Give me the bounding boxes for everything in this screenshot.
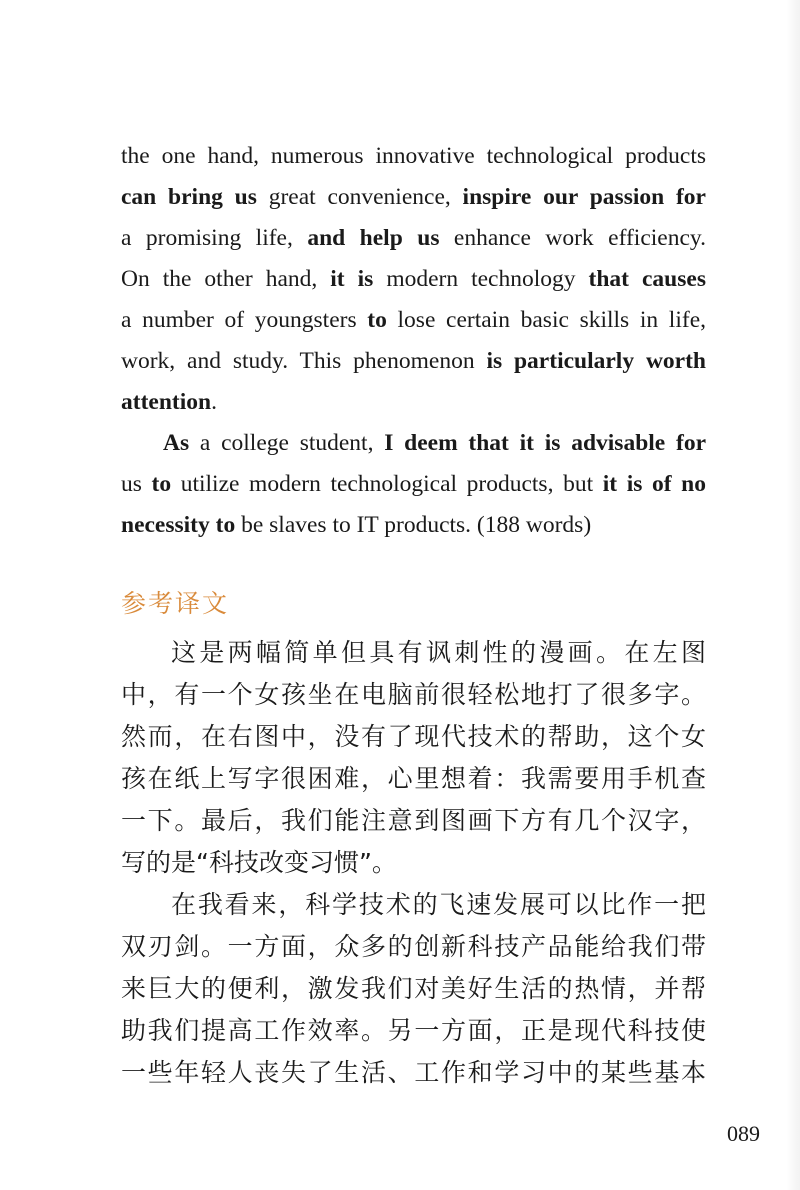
chinese-line: 中，有一个女孩坐在电脑前很轻松地打了很多字。 bbox=[121, 680, 706, 709]
chinese-line: 在我看来，科学技术的飞速发展可以比作一把 bbox=[171, 890, 706, 919]
chinese-line: 这是两幅简单但具有讽刺性的漫画。在左图 bbox=[171, 638, 706, 667]
english-paragraph-2 bbox=[121, 423, 706, 546]
english-line: can bring us great convenience, inspire our passion for bbox=[121, 184, 706, 210]
chinese-line: 来巨大的便利，激发我们对美好生活的热情，并帮 bbox=[121, 974, 706, 1003]
page-number: 089 bbox=[727, 1121, 760, 1146]
english-paragraph-1 bbox=[121, 136, 706, 423]
english-line: attention. bbox=[121, 389, 217, 415]
english-line: On the other hand, it is modern technology that causes bbox=[121, 266, 706, 292]
page-edge-shadow bbox=[786, 0, 800, 1190]
chinese-line: 写的是“科技改变习惯”。 bbox=[121, 848, 397, 877]
chinese-line: 然而，在右图中，没有了现代技术的帮助，这个女 bbox=[121, 722, 706, 751]
english-line: a promising life, and help us enhance work efficiency. bbox=[121, 225, 706, 251]
chinese-line: 孩在纸上写字很困难，心里想着：我需要用手机查 bbox=[121, 764, 706, 793]
section-heading: 参考译文 bbox=[121, 589, 230, 618]
chinese-line: 一些年轻人丧失了生活、工作和学习中的某些基本 bbox=[121, 1058, 706, 1087]
english-line: us to utilize modern technological products, but it is of no bbox=[121, 471, 706, 497]
english-line: necessity to be slaves to IT products. (188 words) bbox=[121, 512, 592, 538]
chinese-line: 双刃剑。一方面，众多的创新科技产品能给我们带 bbox=[121, 932, 706, 961]
english-line: a number of youngsters to lose certain basic skills in life, bbox=[121, 307, 706, 333]
english-line: work, and study. This phenomenon is particularly worth bbox=[121, 348, 706, 374]
chinese-line: 一下。最后，我们能注意到图画下方有几个汉字， bbox=[121, 806, 706, 835]
english-line: As a college student, I deem that it is advisable for bbox=[163, 430, 706, 456]
chinese-line: 助我们提高工作效率。另一方面，正是现代科技使 bbox=[121, 1016, 706, 1045]
english-line: the one hand, numerous innovative technological products bbox=[121, 143, 706, 169]
